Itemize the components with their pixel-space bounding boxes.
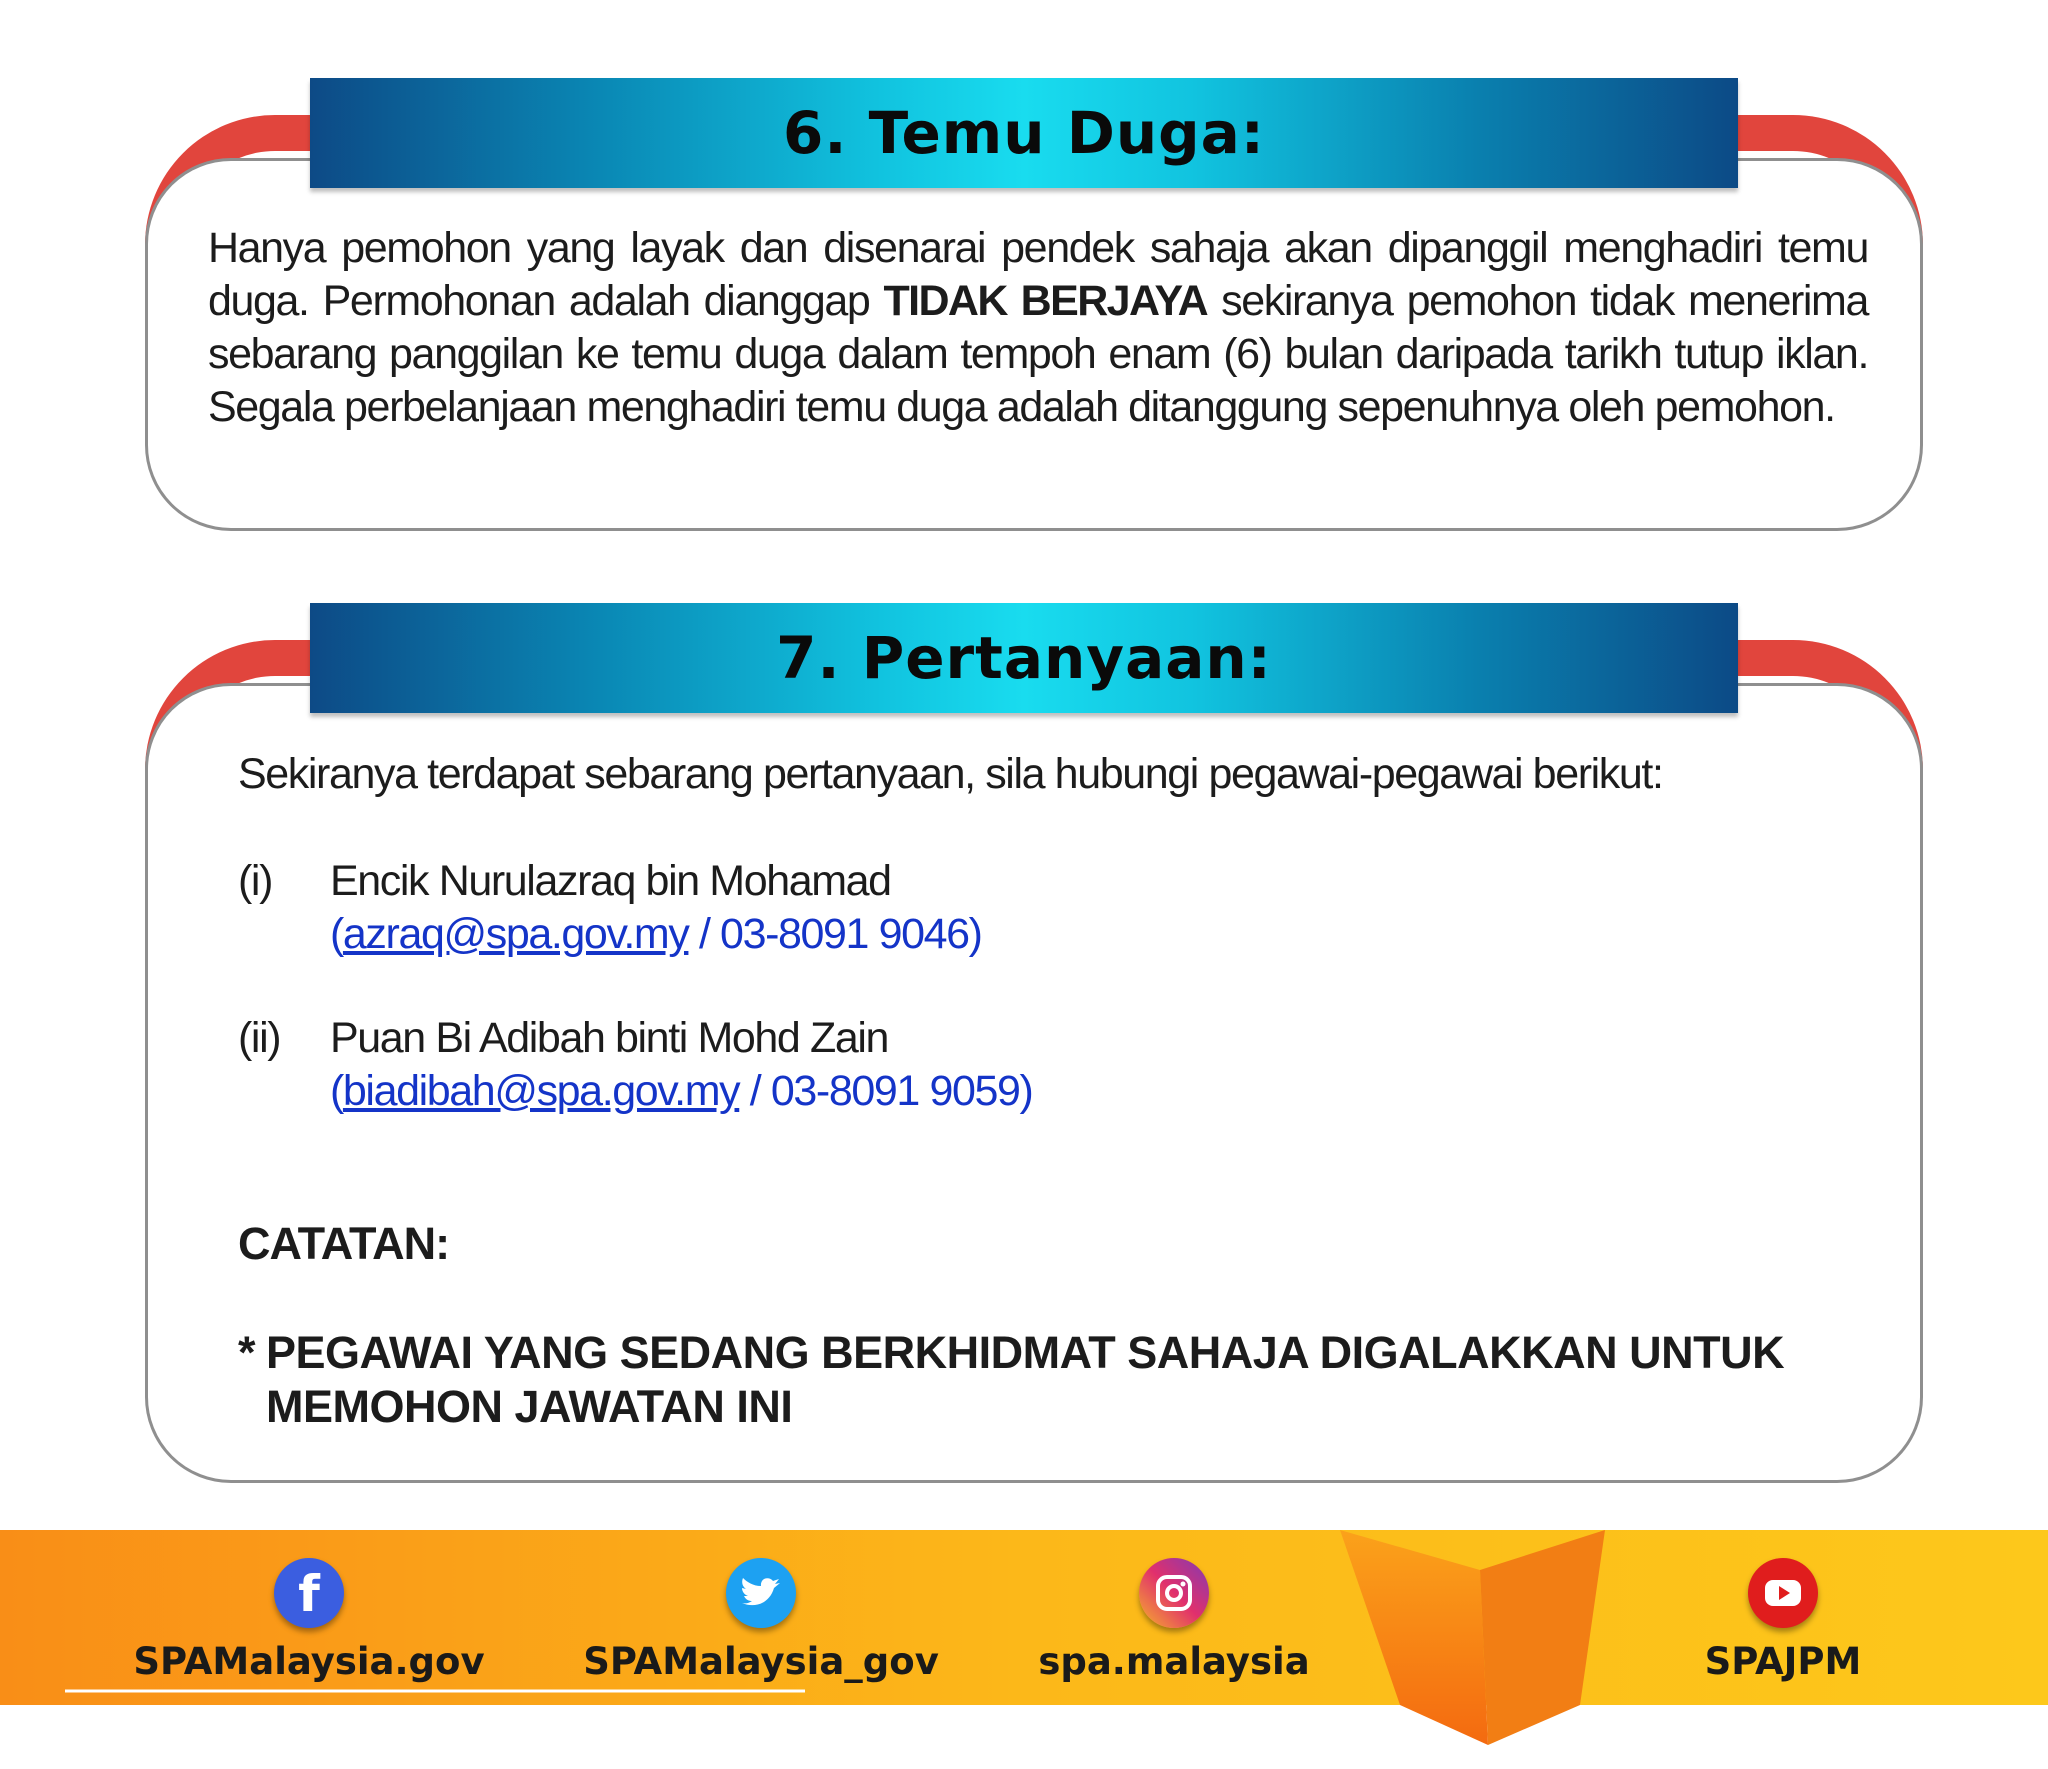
section6-text-bold: TIDAK BERJAYA [883,277,1208,325]
note-text: PEGAWAI YANG SEDANG BERKHIDMAT SAHAJA DIGALAKKAN UNTUK MEMOHON JAWATAN INI [266,1327,1785,1432]
social-youtube[interactable] [1583,1558,1983,1683]
svg-text:f: f [298,1569,320,1617]
social-instagram[interactable] [974,1558,1374,1683]
instagram-handle: spa.malaysia [1038,1640,1310,1683]
contact-open-paren: ( [330,910,343,958]
contact-email-link[interactable]: biadibah@spa.gov.my [342,1067,740,1115]
social-twitter[interactable] [561,1558,961,1683]
twitter-icon [726,1558,796,1628]
contact-phone: / 03-8091 9059) [739,1067,1033,1115]
social-facebook[interactable] [109,1558,509,1683]
contact-info [330,908,982,961]
twitter-handle: SPAMalaysia_gov [583,1640,939,1683]
youtube-icon [1748,1558,1818,1628]
section6-text-before: Hanya pemohon yang layak dan disenarai pendek sahaja akan dipanggil menghadiri temu duga. Permohonan adalah dianggap [208,224,1868,325]
contact-email-link[interactable]: azraq@spa.gov.my [342,910,689,958]
note-asterisk: * [238,1327,256,1378]
contact-phone: / 03-8091 9046) [688,910,982,958]
facebook-handle: SPAMalaysia.gov [133,1640,485,1683]
instagram-icon [1139,1558,1209,1628]
section7-banner [310,603,1738,713]
contact-info [330,1065,1032,1118]
facebook-icon [274,1558,344,1628]
catatan-heading: CATATAN: [238,1218,450,1269]
contact-number: (ii) [238,1014,281,1062]
section7-intro: Sekiranya terdapat sebarang pertanyaan, sila hubungi pegawai-pegawai berikut: [238,750,1663,798]
contact-name: Puan Bi Adibah binti Mohd Zain [330,1014,889,1062]
contact-name: Encik Nurulazraq bin Mohamad [330,857,891,905]
section7-title: 7. Pertanyaan: [776,624,1272,692]
contact-number: (i) [238,857,272,905]
section6-banner [310,78,1738,188]
youtube-handle: SPAJPM [1704,1640,1862,1683]
section6-paragraph [208,222,1868,434]
section6-title: 6. Temu Duga: [783,99,1265,167]
contact-open-paren: ( [330,1067,343,1115]
section6-text-after: sekiranya pemohon tidak menerima sebarang panggilan ke temu duga dalam tempoh enam (6) bulan daripada tarikh tutup iklan. Segala perbelanjaan menghadiri temu duga adalah ditanggung sepenuhnya oleh pemohon. [208,277,1868,431]
